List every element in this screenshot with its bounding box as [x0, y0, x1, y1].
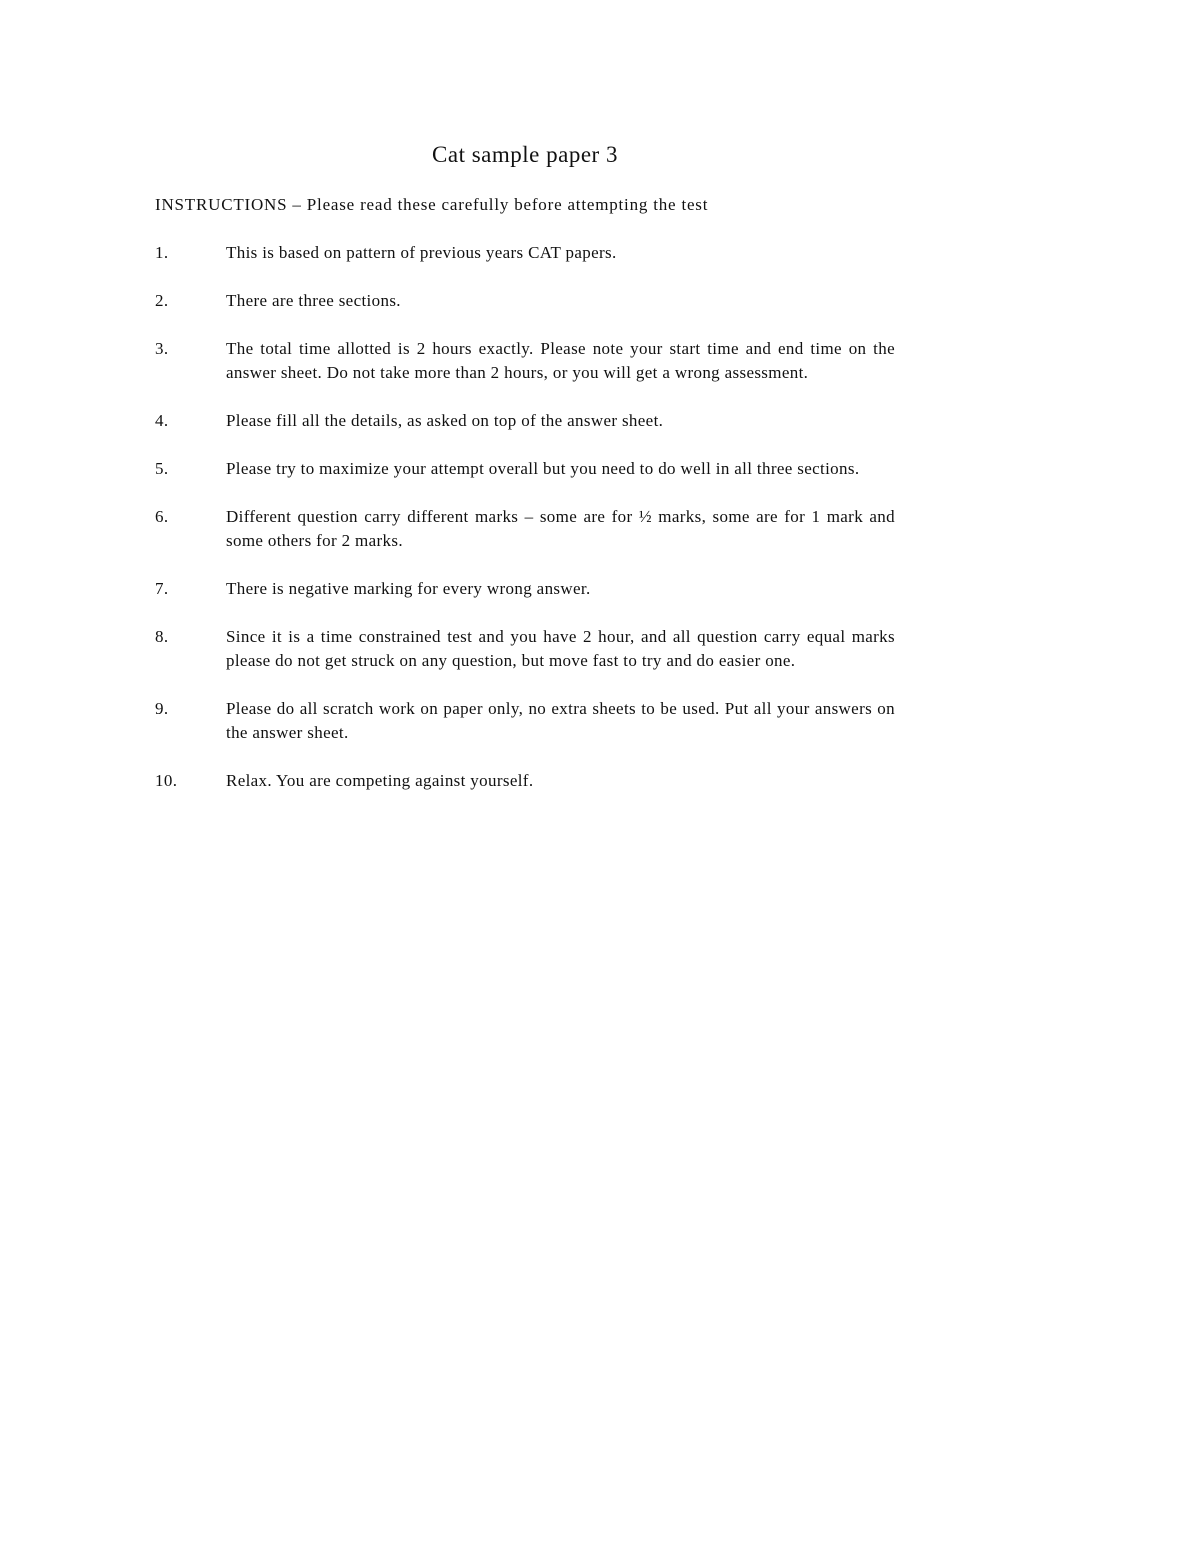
list-item — [155, 289, 895, 313]
item-number: 2. — [155, 291, 169, 310]
list-item — [155, 505, 895, 553]
list-item — [155, 577, 895, 601]
item-text: There are three sections. — [226, 291, 401, 310]
item-text: Different question carry different marks – some are for ½ marks, some are for 1 mark and some others for 2 marks. — [226, 507, 895, 550]
item-text: The total time allotted is 2 hours exactly. Please note your start time and end time on the answer sheet. Do not take more than 2 hours, or you will get a wrong assessment. — [226, 339, 895, 382]
item-text: There is negative marking for every wrong answer. — [226, 579, 591, 598]
list-item — [155, 457, 895, 481]
item-text: Please try to maximize your attempt overall but you need to do well in all three sections. — [226, 459, 860, 478]
item-text: Please do all scratch work on paper only, no extra sheets to be used. Put all your answers on the answer sheet. — [226, 699, 895, 742]
list-item — [155, 697, 895, 745]
item-number: 1. — [155, 243, 169, 262]
list-item — [155, 409, 895, 433]
item-number: 9. — [155, 699, 169, 718]
item-number: 6. — [155, 507, 169, 526]
list-item — [155, 241, 895, 265]
item-text: Please fill all the details, as asked on top of the answer sheet. — [226, 411, 664, 430]
list-item — [155, 769, 895, 793]
instructions-heading: INSTRUCTIONS – Please read these carefully before attempting the test — [155, 195, 709, 214]
list-item — [155, 337, 895, 385]
document-title: Cat sample paper 3 — [432, 142, 618, 167]
item-number: 5. — [155, 459, 169, 478]
item-number: 3. — [155, 339, 169, 358]
item-number: 10. — [155, 771, 178, 790]
item-text: Relax. You are competing against yourself. — [226, 771, 534, 790]
item-number: 7. — [155, 579, 169, 598]
item-text: This is based on pattern of previous years CAT papers. — [226, 243, 617, 262]
item-text: Since it is a time constrained test and you have 2 hour, and all question carry equal marks please do not get struck on any question, but move fast to try and do easier one. — [226, 627, 895, 670]
instructions-list — [155, 241, 895, 817]
item-number: 4. — [155, 411, 169, 430]
list-item — [155, 625, 895, 673]
item-number: 8. — [155, 627, 169, 646]
